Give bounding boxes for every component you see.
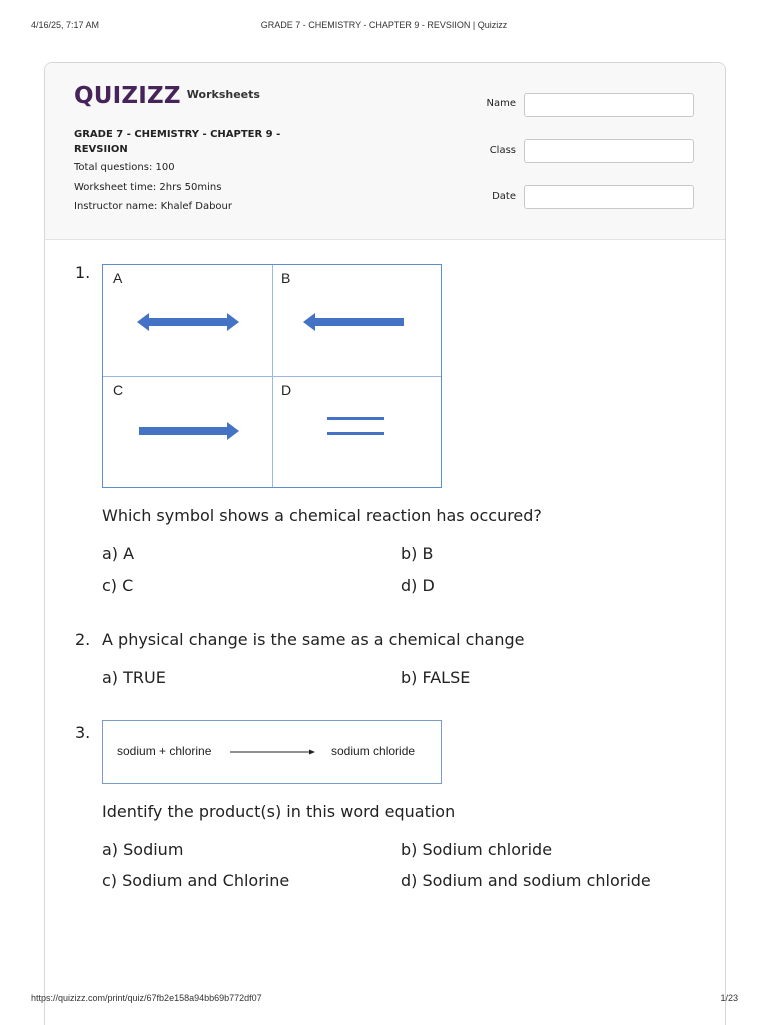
equation-reactants: sodium + chlorine: [117, 744, 212, 758]
equation-products: sodium chloride: [331, 744, 416, 758]
question-3-image: [102, 720, 442, 784]
cell-label-d: D: [281, 382, 292, 398]
question-1-image: [102, 264, 442, 488]
question-1-number: 1.: [75, 263, 91, 282]
right-arrow-icon: [139, 422, 239, 440]
question-2-text: A physical change is the same as a chemical change: [102, 630, 525, 649]
question-1-option-c[interactable]: c) C: [102, 576, 134, 595]
question-1-option-b[interactable]: b) B: [401, 544, 434, 563]
question-3-option-b[interactable]: b) Sodium chloride: [401, 840, 553, 859]
question-1-text: Which symbol shows a chemical reaction has occured?: [102, 506, 542, 525]
print-page-title: GRADE 7 - CHEMISTRY - CHAPTER 9 - REVSIION | Quizizz: [260, 20, 508, 30]
worksheet-header: [45, 63, 725, 240]
question-2-number: 2.: [75, 630, 91, 649]
date-field[interactable]: [524, 185, 694, 209]
left-arrow-icon: [303, 313, 404, 331]
print-url: https://quizizz.com/print/quiz/67fb2e158a94bb69b772df07: [31, 993, 262, 1003]
name-label: Name: [486, 98, 516, 109]
logo-wordmark: QUIZIZZ: [74, 83, 181, 109]
arrow-symbols: [103, 265, 441, 487]
class-label: Class: [489, 145, 516, 156]
quizizz-logo: [74, 83, 260, 109]
instructor-name: Instructor name: Khalef Dabour: [74, 201, 232, 212]
worksheet-title: GRADE 7 - CHEMISTRY - CHAPTER 9 - REVSIION: [74, 129, 281, 155]
date-label: Date: [492, 191, 516, 202]
question-2-option-a[interactable]: a) TRUE: [102, 668, 166, 687]
name-field[interactable]: [524, 93, 694, 117]
logo-subtitle: Worksheets: [186, 88, 260, 101]
total-questions: Total questions: 100: [74, 162, 175, 173]
cell-label-b: B: [281, 270, 291, 286]
class-field[interactable]: [524, 139, 694, 163]
equals-sign-icon: [327, 417, 384, 435]
print-datetime: 4/16/25, 7:17 AM: [31, 20, 100, 30]
question-3-option-c[interactable]: c) Sodium and Chlorine: [102, 871, 290, 890]
worksheet-time: Worksheet time: 2hrs 50mins: [74, 182, 222, 193]
question-3-text: Identify the product(s) in this word equation: [102, 802, 456, 821]
cell-label-a: A: [113, 270, 123, 286]
double-arrow-icon: [137, 313, 239, 331]
question-3-option-a[interactable]: a) Sodium: [102, 840, 184, 859]
question-1-option-a[interactable]: a) A: [102, 544, 135, 563]
question-3-number: 3.: [75, 723, 91, 742]
question-3-option-d[interactable]: d) Sodium and sodium chloride: [401, 871, 651, 890]
question-2-option-b[interactable]: b) FALSE: [401, 668, 471, 687]
cell-label-c: C: [113, 382, 124, 398]
question-1-option-d[interactable]: d) D: [401, 576, 435, 595]
print-page-number: 1/23: [720, 993, 738, 1003]
